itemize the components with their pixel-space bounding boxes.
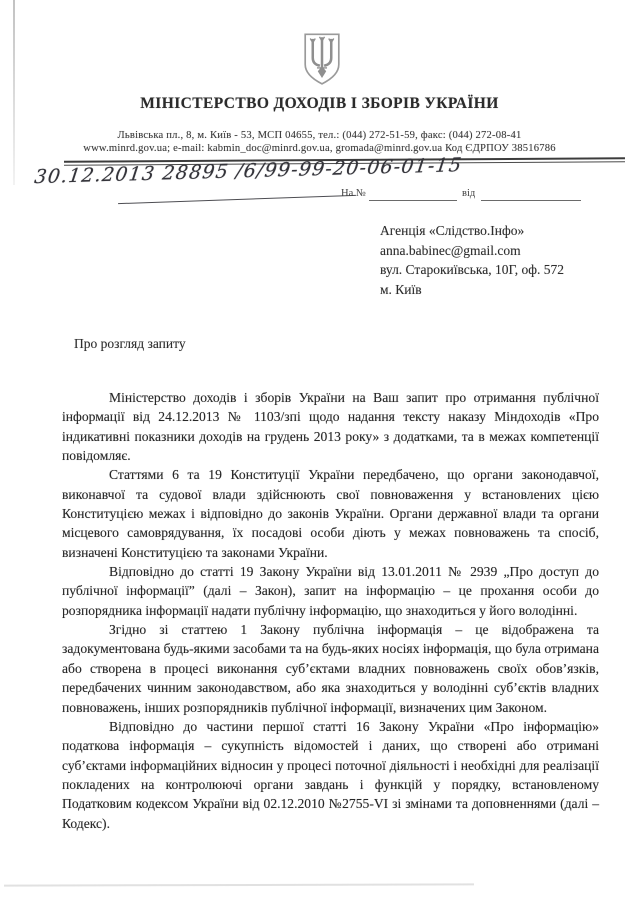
vid-label: від: [462, 188, 476, 199]
scan-edge-artifact-left: [13, 0, 15, 185]
address-line-2: www.minrd.gov.ua; e-mail: kabmin_doc@minrd.gov.ua, gromada@minrd.gov.ua Код ЄДРПОУ 38516786: [83, 143, 556, 154]
recipient-city: м. Київ: [380, 281, 422, 297]
body-paragraph-3: Відповідно до статті 19 Закону України від 13.01.2011 № 2939 „Про доступ до публічної інформації” (далі – Закон), запит на інформацію – це прохання особи до розпорядника інформації надати публічну інформацію, що знаходиться у його володінні.: [62, 564, 599, 618]
recipient-name: Агенція «Слідство.Інфо»: [380, 223, 525, 238]
handwritten-underline: [118, 195, 356, 204]
handwritten-registration-number: 30.12.2013 28895 /6/99-99-20-06-01-15: [33, 154, 464, 189]
recipient-email: anna.babinec@gmail.com: [380, 242, 521, 258]
body-paragraph-4: Згідно зі статтею 1 Закону публічна інформація – це відображена та задокументована будь-якими засобами та на будь-яких носіях інформація, що була отримана або створена в процесі виконання суб’єктами владних повноважень своїх обов’язків, передбачених чинним законодавством, або яка знаходиться у володінні суб’єктів владних повноважень, інших розпорядників публічної інформації, визначених цим Законом.: [62, 622, 599, 715]
ministry-title: МІНІСТЕРСТВО ДОХОДІВ І ЗБОРІВ УКРАЇНИ: [140, 95, 499, 112]
recipient-block: [380, 221, 564, 299]
letter-body: [62, 388, 599, 833]
recipient-street-address: вул. Старокиївська, 10Г, оф. 572: [380, 262, 565, 277]
blank-line-incoming-date: [481, 199, 581, 201]
address-line-1: Львівська пл., 8, м. Київ - 53, МСП 04655, тел.: (044) 272-51-59, факс: (044) 272-08-41: [117, 130, 522, 141]
ukraine-trident-emblem-icon: [301, 29, 343, 90]
subject-line: Про розгляд запиту: [74, 336, 186, 351]
blank-line-incoming-number: [369, 199, 457, 201]
na-no-label: На №: [341, 188, 366, 199]
body-paragraph-1: Міністерство доходів і зборів України на Ваш запит про отримання публічної інформації від 24.12.2013 № 1103/зпі щодо надання тексту наказу Міндоходів «Про індикативні показники доходів на грудень 2013 року» з додатками, та в межах компетенції повідомляє.: [62, 390, 599, 464]
body-paragraph-2: Статтями 6 та 19 Конституції України передбачено, що органи законодавчої, виконавчої та судової влади здійснюють свої повноваження у встановлених цією Конституцією межах і відповідно до законів України. Органи державної влади та органи місцевого самоврядування, їх посадові особи діють у межах повноважень та спосіб, визначені Конституцією та законами України.: [62, 467, 599, 560]
scan-edge-artifact-bottom: [4, 883, 474, 886]
body-paragraph-5: Відповідно до частини першої статті 16 Закону України «Про інформацію» податкова інформація – сукупність відомостей і даних, що створені або отримані суб’єктами інформаційних відносин у процесі поточної діяльності і необхідні для реалізації покладених на контролюючі органи завдань і функцій у порядку, встановленому Податковим кодексом України від 02.12.2010 №2755-VI зі змінами та доповненнями (далі – Кодекс).: [62, 718, 599, 831]
